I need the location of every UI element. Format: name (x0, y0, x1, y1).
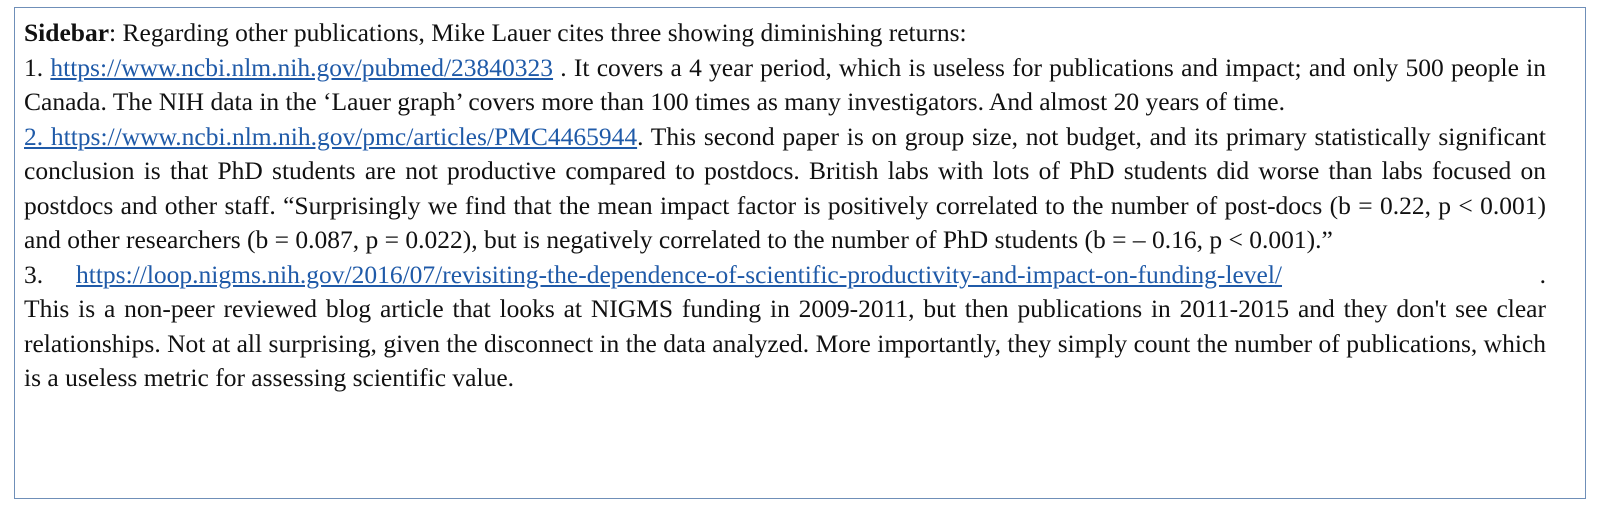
sidebar-intro-text: : Regarding other publications, Mike Lauer cites three showing diminishing returns: (109, 18, 967, 47)
reference-1-link[interactable]: https://www.ncbi.nlm.nih.gov/pubmed/23840323 (50, 52, 554, 82)
reference-3-link[interactable]: https://loop.nigms.nih.gov/2016/07/revisiting-the-dependence-of-scientific-productivity-and-impact-on-funding-level/ (76, 259, 1282, 289)
reference-1-text: . It covers a 4 year period, which is useless for publications and impact; and only 500 people in Canada. The NIH data in the ‘Lauer graph’ covers more than 100 times as many investigators. And almost 20 years of time. (24, 52, 1547, 116)
reference-3-link-end: . (1539, 259, 1546, 289)
sidebar-content (24, 16, 1546, 396)
reference-item-3-text: This is a non-peer reviewed blog article that looks at NIGMS funding in 2009-2011, but then publications in 2011-2015 and they don't see clear relationships. Not at all surprising, given the disconnect in the data analyzed. More importantly, they simply count the number of publications, which is a useless metric for assessing scientific value. (24, 294, 1546, 392)
reference-3-number: 3. (24, 259, 44, 289)
reference-2-link[interactable]: 2. https://www.ncbi.nlm.nih.gov/pmc/articles/PMC4465944 (24, 121, 638, 151)
reference-item-3-link-line (24, 258, 1546, 293)
reference-2-text: . This second paper is on group size, not budget, and its primary statistically significant conclusion is that PhD students are not productive compared to postdocs. British labs with lots of PhD students did worse than labs focused on postdocs and other staff. “Surprisingly we find that the mean impact factor is positively correlated to the number of post-docs (b = 0.22, p < 0.001) and other researchers (b = 0.087, p = 0.022), but is negatively correlated to the number of PhD students (b = – 0.16, p < 0.001).” (24, 121, 1546, 254)
sidebar-lead-label: Sidebar (24, 18, 110, 47)
reference-item-2 (24, 120, 1546, 258)
sidebar-intro (24, 16, 1546, 51)
reference-1-number: 1. (24, 52, 44, 82)
reference-item-1 (24, 51, 1546, 120)
